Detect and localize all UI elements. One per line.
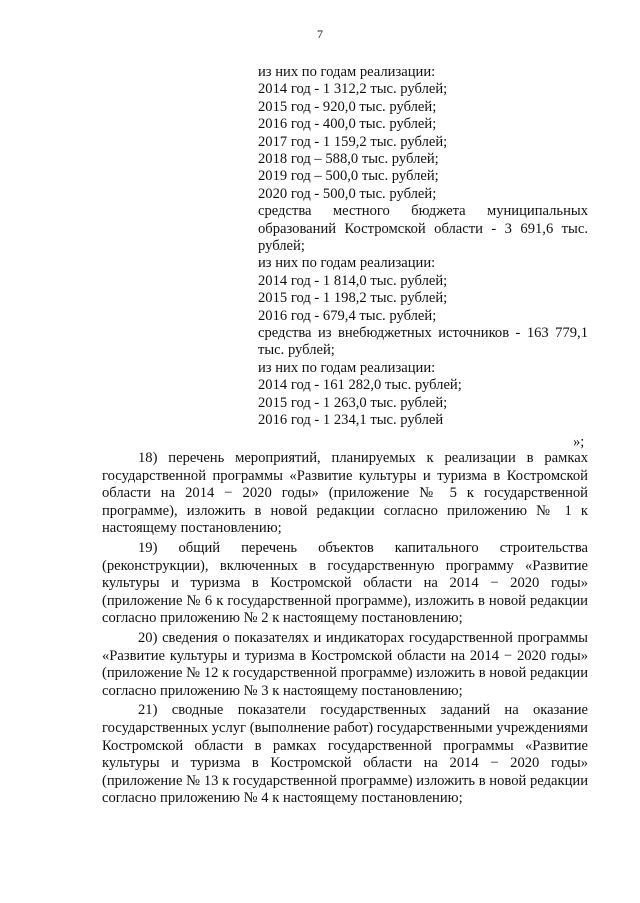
extrabudget-year-line: 2014 год - 161 282,0 тыс. рублей; xyxy=(258,377,462,394)
amendments-list xyxy=(102,450,588,810)
regional-year-line: 2019 год – 500,0 тыс. рублей; xyxy=(258,168,439,185)
closing-quote: »; xyxy=(573,434,585,450)
extrabudget-years-header: из них по годам реализации: xyxy=(258,359,436,376)
regional-year-line: 2020 год - 500,0 тыс. рублей; xyxy=(258,185,437,202)
funding-block xyxy=(258,64,588,429)
paragraph-18: 18) перечень мероприятий, планируемых к реализации в рамках государственной программы «Развитие культуры и туризма в Костромской области на 2014 − 2020 годы» (приложение № 5 к государственной программе), изложить в новой редакции согласно приложению № 1 к настоящему постановлению; xyxy=(102,450,588,537)
paragraph-20: 20) сведения о показателях и индикаторах государственной программы «Развитие культуры и туризма в Костромской области на 2014 − 2020 годы» (приложение № 12 к государственной программе) изложить в новой редакции согласно приложению № 3 к настоящему постановлению; xyxy=(102,629,588,699)
regional-year-line: 2016 год - 400,0 тыс. рублей; xyxy=(258,116,437,133)
local-budget-text: средства местного бюджета муниципальных образований Костромской области - 3 691,6 тыс. рублей; xyxy=(258,203,588,254)
paragraph-21: 21) сводные показатели государственных заданий на оказание государственных услуг (выполнение работ) государственными учреждениями Костромской области в рамках государственной программы «Развитие культуры и туризма в Костромской области на 2014 − 2020 годы» (приложение № 13 к государственной программе) изложить в новой редакции согласно приложению № 4 к настоящему постановлению; xyxy=(102,702,588,807)
page-number: 7 xyxy=(317,27,323,41)
regional-years-header: из них по годам реализации: xyxy=(258,64,436,80)
regional-year-line: 2014 год - 1 312,2 тыс. рублей; xyxy=(258,81,448,98)
paragraph-19: 19) общий перечень объектов капитального строительства (реконструкции), включенных в государственную программу «Развитие культуры и туризма в Костромской области на 2014 − 2020 годы» (приложение № 6 к государственной программе), изложить в новой редакции согласно приложению № 2 к настоящему постановлению; xyxy=(102,539,588,627)
regional-year-line: 2018 год – 588,0 тыс. рублей; xyxy=(258,150,439,167)
regional-year-line: 2015 год - 920,0 тыс. рублей; xyxy=(258,98,437,115)
extrabudget-text: средства из внебюджетных источников - 163 779,1 тыс. рублей; xyxy=(258,324,588,359)
local-year-line: 2016 год - 679,4 тыс. рублей; xyxy=(258,307,437,324)
local-year-line: 2014 год - 1 814,0 тыс. рублей; xyxy=(258,272,448,289)
local-year-line: 2015 год - 1 198,2 тыс. рублей; xyxy=(258,290,448,307)
extrabudget-year-line: 2015 год - 1 263,0 тыс. рублей; xyxy=(258,394,448,411)
regional-year-line: 2017 год - 1 159,2 тыс. рублей; xyxy=(258,133,448,150)
extrabudget-year-line: 2016 год - 1 234,1 тыс. рублей xyxy=(258,411,444,428)
local-years-header: из них по годам реализации: xyxy=(258,255,436,272)
